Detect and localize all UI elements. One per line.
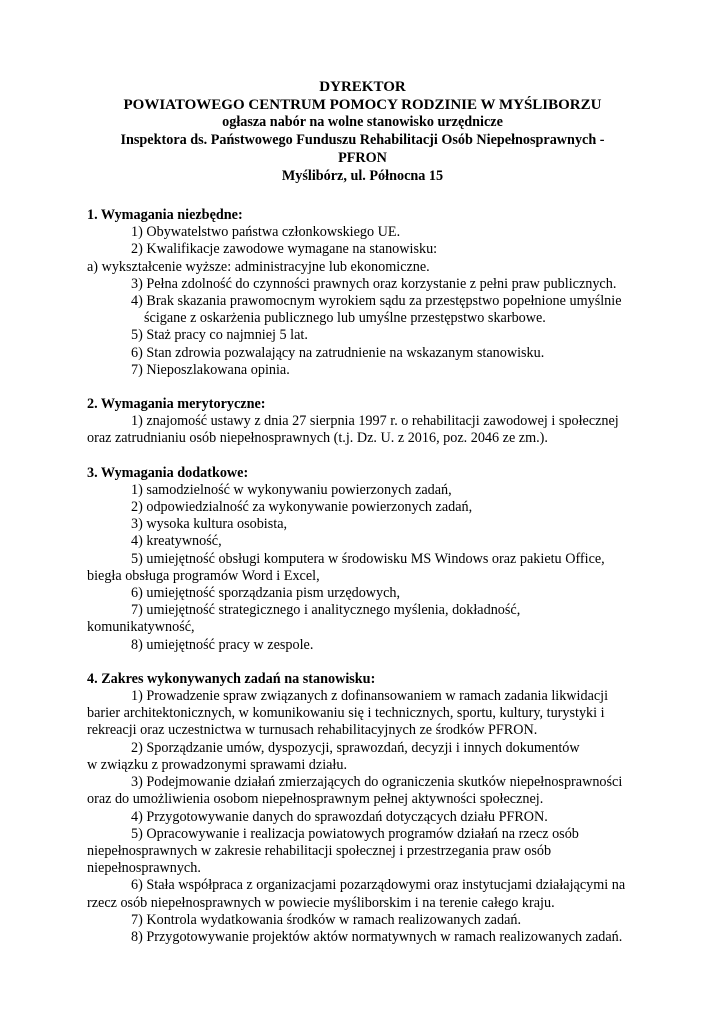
list-item: 3) Podejmowanie działań zmierzających do ograniczenia skutków niepełnosprawności [131, 774, 623, 791]
list-item: 8) Przygotowywanie projektów aktów normatywnych w ramach realizowanych zadań. [131, 928, 623, 945]
header-title: DYREKTOR [319, 79, 406, 95]
list-item-continuation: rekreacji oraz uczestnictwa w turnusach rehabilitacyjnych ze środków PFRON. [87, 722, 538, 739]
list-item: 6) Stan zdrowia pozwalający na zatrudnienie na wskazanym stanowisku. [131, 344, 545, 361]
list-item: 7) umiejętność strategicznego i analitycznego myślenia, dokładność, [131, 602, 521, 619]
list-item-continuation: ścigane z oskarżenia publicznego lub umyślne przestępstwo skarbowe. [144, 310, 546, 327]
section-additional [87, 465, 640, 654]
list-item-continuation: rzecz osób niepełnosprawnych w powiecie myśliborskim i na terenie całego kraju. [87, 894, 555, 911]
list-item: 5) Opracowywanie i realizacja powiatowych programów działań na rzecz osób [131, 825, 579, 842]
list-item: 4) Przygotowywanie danych do sprawozdań dotyczących działu PFRON. [131, 808, 548, 825]
section-title: 2. Wymagania merytoryczne: [87, 396, 266, 413]
list-item: 5) umiejętność obsługi komputera w środowisku MS Windows oraz pakietu Office, [131, 550, 605, 567]
section-substantive [87, 396, 640, 448]
list-item-continuation: biegła obsługa programów Word i Excel, [87, 567, 320, 584]
header-position-abbr: PFRON [338, 149, 387, 166]
list-item: 3) wysoka kultura osobista, [131, 516, 288, 533]
section-title: 3. Wymagania dodatkowe: [87, 464, 249, 481]
announcement-header [0, 79, 725, 185]
list-item: 6) umiejętność sporządzania pism urzędowych, [131, 585, 401, 602]
list-item: 1) Obywatelstwo państwa członkowskiego UE. [131, 224, 401, 241]
section-title: 4. Zakres wykonywanych zadań na stanowisku: [87, 670, 376, 687]
list-item-continuation: komunikatywność, [87, 619, 195, 636]
list-item-continuation: niepełnosprawnych. [87, 860, 201, 877]
list-item: 1) znajomość ustawy z dnia 27 sierpnia 1997 r. o rehabilitacji zawodowej i społecznej [131, 413, 619, 430]
section-title: 1. Wymagania niezbędne: [87, 207, 243, 223]
list-item: 8) umiejętność pracy w zespole. [131, 636, 314, 653]
list-item: 2) Sporządzanie umów, dyspozycji, sprawozdań, decyzji i innych dokumentów [131, 739, 580, 756]
list-item: 1) Prowadzenie spraw związanych z dofinansowaniem w ramach zadania likwidacji [131, 688, 609, 705]
section-required [87, 207, 640, 379]
list-item: 4) kreatywność, [131, 533, 222, 550]
list-item: 6) Stała współpraca z organizacjami pozarządowymi oraz instytucjami działającymi na [131, 877, 626, 894]
list-item: 5) Staż pracy co najmniej 5 lat. [131, 327, 308, 344]
list-item: 2) odpowiedzialność za wykonywanie powierzonych zadań, [131, 499, 473, 516]
list-item: 7) Nieposzlakowana opinia. [131, 361, 290, 378]
list-item-continuation: w związku z prowadzonymi sprawami działu. [87, 756, 348, 773]
header-announcement: ogłasza nabór na wolne stanowisko urzędnicze [222, 114, 503, 131]
list-item: 4) Brak skazania prawomocnym wyrokiem sądu za przestępstwo popełnione umyślnie [131, 293, 622, 310]
list-item-continuation: oraz zatrudnianiu osób niepełnosprawnych (t.j. Dz. U. z 2016, poz. 2046 ze zm.). [87, 430, 548, 447]
list-item: a) wykształcenie wyższe: administracyjne lub ekonomiczne. [87, 258, 430, 275]
announcement-body [87, 207, 640, 963]
list-item-continuation: niepełnosprawnych w zakresie rehabilitacji społecznej i przestrzegania praw osób [87, 842, 552, 859]
header-position: Inspektora ds. Państwowego Funduszu Rehabilitacji Osób Niepełnosprawnych - [120, 132, 605, 149]
list-item: 2) Kwalifikacje zawodowe wymagane na stanowisku: [131, 241, 438, 258]
section-duties [87, 671, 640, 946]
header-address: Myślibórz, ul. Północna 15 [281, 167, 444, 184]
list-item: 7) Kontrola wydatkowania środków w ramach realizowanych zadań. [131, 911, 522, 928]
list-item-continuation: barier architektonicznych, w komunikowaniu się i technicznych, sportu, kultury, turystyki i [87, 705, 605, 722]
list-item: 1) samodzielność w wykonywaniu powierzonych zadań, [131, 481, 452, 498]
header-institution: POWIATOWEGO CENTRUM POMOCY RODZINIE W MYŚLIBORZU [123, 96, 602, 113]
list-item: 3) Pełna zdolność do czynności prawnych oraz korzystanie z pełni praw publicznych. [131, 275, 617, 292]
list-item-continuation: oraz do umożliwienia osobom niepełnosprawnym pełnej aktywności społecznej. [87, 791, 544, 808]
